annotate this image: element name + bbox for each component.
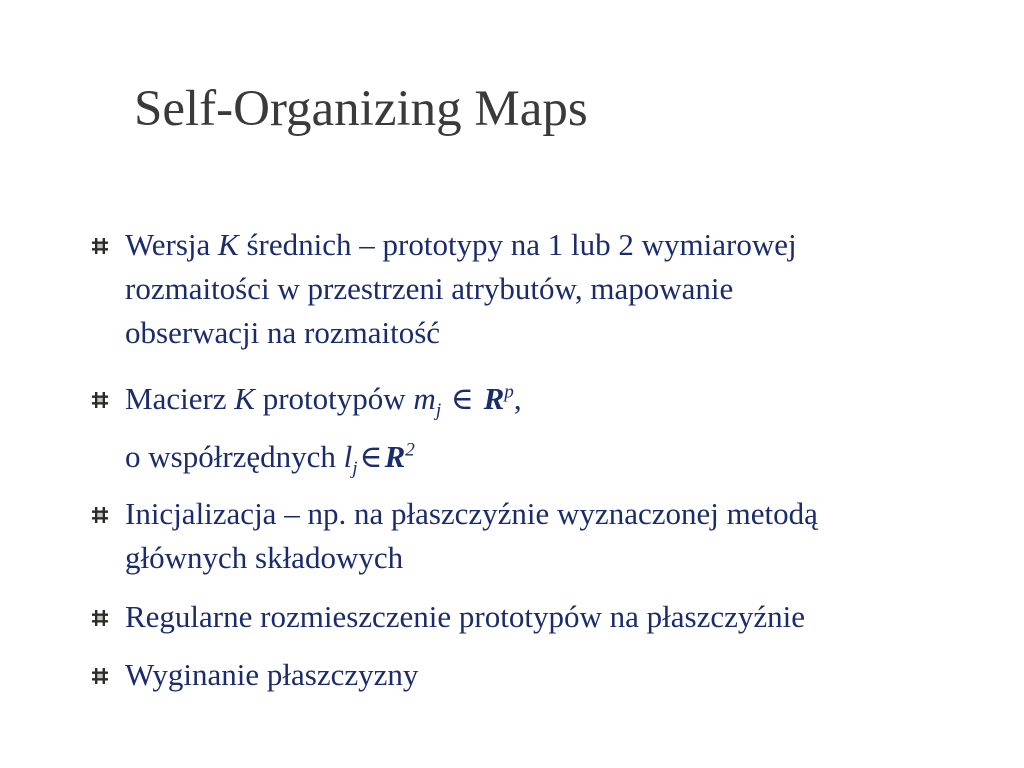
list-item-continuation (125, 435, 1015, 479)
element-of-symbol: ∈ (450, 381, 474, 416)
bullet-line: o współrzędnych $l_j\in R^2$ (125, 439, 415, 480)
bullet-line: głównych składowych (125, 540, 404, 575)
bullet-line: Wersja K średnich – prototypy na 1 lub 2 wymiarowej (125, 227, 797, 262)
list-item (125, 492, 1015, 580)
hash-bullet-icon (92, 610, 108, 626)
hash-bullet-icon (92, 392, 108, 408)
bullet-line: Macierz K prototypów $m_j$ ∈ $R^p$, (125, 381, 522, 422)
bullet-line: rozmaitości w przestrzeni atrybutów, mapowanie (125, 271, 734, 306)
hash-bullet-icon (92, 507, 108, 523)
bullet-line: Inicjalizacja – np. na płaszczyźnie wyznaczonej metodą (125, 496, 818, 531)
bullet-line: Wyginanie płaszczyzny (125, 657, 419, 692)
bullet-line: obserwacji na rozmaitość (125, 315, 441, 350)
slide-title: Self-Organizing Maps (134, 81, 588, 137)
hash-bullet-icon (92, 668, 108, 684)
bullet-line: Regularne rozmieszczenie prototypów na płaszczyźnie (125, 599, 805, 634)
hash-bullet-icon (92, 238, 108, 254)
list-item (125, 595, 1015, 639)
list-item (125, 653, 1015, 697)
list-item (125, 223, 1015, 355)
element-of-symbol: ∈ (359, 439, 383, 474)
list-item (125, 377, 1015, 421)
variable-k: K (218, 227, 239, 262)
